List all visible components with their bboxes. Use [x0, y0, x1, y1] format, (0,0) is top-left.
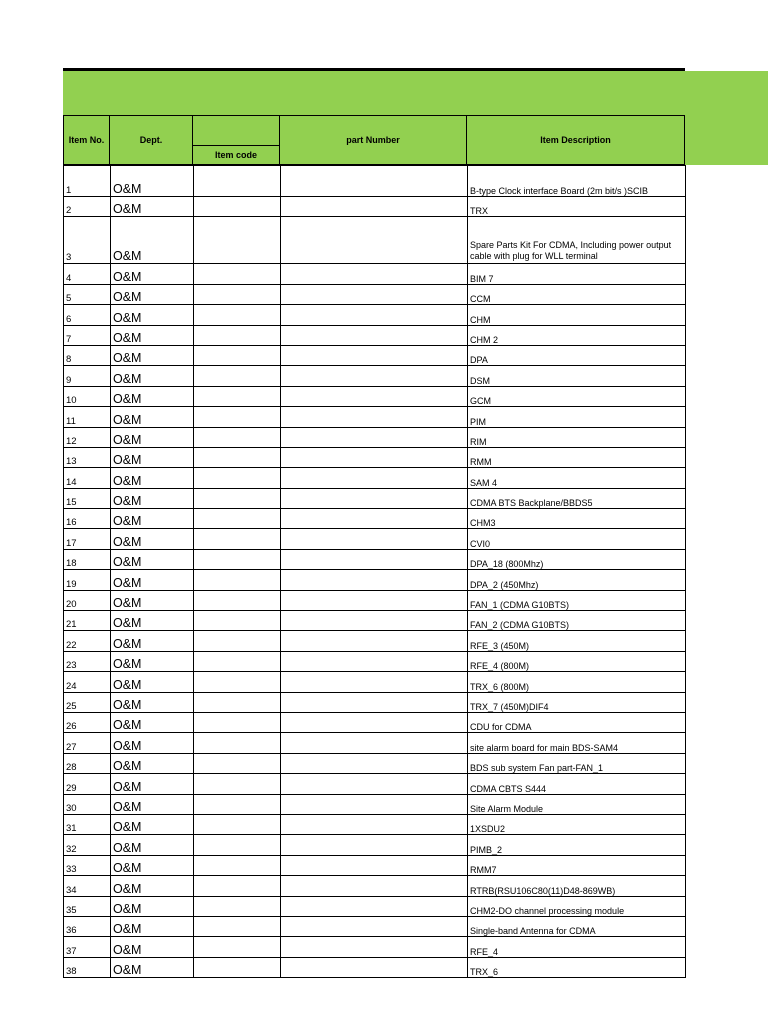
- row-part-number: [281, 876, 468, 896]
- row-item-code: [194, 529, 281, 549]
- row-item-description: Site Alarm Module: [468, 794, 686, 814]
- table-row: [64, 651, 686, 671]
- table-row: [64, 692, 686, 712]
- row-item-code: [194, 570, 281, 590]
- table-row: [64, 794, 686, 814]
- table-row: [64, 916, 686, 936]
- row-item-description: PIMB_2: [468, 835, 686, 855]
- row-dept: O&M: [111, 529, 194, 549]
- row-item-code: [194, 733, 281, 753]
- row-item-description: Single-band Antenna for CDMA: [468, 916, 686, 936]
- row-item-no: 17: [64, 529, 111, 549]
- row-item-code: [194, 692, 281, 712]
- row-item-description: CHM3: [468, 509, 686, 529]
- row-part-number: [281, 753, 468, 773]
- row-item-code: [194, 672, 281, 692]
- table-row: [64, 468, 686, 488]
- row-part-number: [281, 896, 468, 916]
- row-part-number: [281, 468, 468, 488]
- table-row: [64, 631, 686, 651]
- row-dept: O&M: [111, 957, 194, 977]
- table-row: [64, 814, 686, 834]
- row-item-no: 22: [64, 631, 111, 651]
- row-item-no: 3: [64, 217, 111, 264]
- row-item-code: [194, 814, 281, 834]
- row-dept: O&M: [111, 774, 194, 794]
- row-part-number: [281, 672, 468, 692]
- row-item-description: PIM: [468, 407, 686, 427]
- row-item-description: DSM: [468, 366, 686, 386]
- row-item-description: DPA_2 (450Mhz): [468, 570, 686, 590]
- row-item-no: 19: [64, 570, 111, 590]
- row-item-no: 30: [64, 794, 111, 814]
- row-part-number: [281, 631, 468, 651]
- row-part-number: [281, 651, 468, 671]
- row-item-code: [194, 753, 281, 773]
- row-item-description: RFE_4 (800M): [468, 651, 686, 671]
- row-item-code: [194, 937, 281, 957]
- row-part-number: [281, 447, 468, 467]
- row-item-description: SAM 4: [468, 468, 686, 488]
- row-part-number: [281, 937, 468, 957]
- row-item-code: [194, 774, 281, 794]
- table-row: [64, 197, 686, 217]
- table-row: [64, 835, 686, 855]
- row-item-no: 32: [64, 835, 111, 855]
- row-dept: O&M: [111, 427, 194, 447]
- row-dept: O&M: [111, 692, 194, 712]
- row-item-code: [194, 468, 281, 488]
- header-item-description: Item Description: [466, 115, 685, 165]
- row-item-code: [194, 855, 281, 875]
- row-item-code: [194, 284, 281, 304]
- row-dept: O&M: [111, 651, 194, 671]
- row-item-description: CDU for CDMA: [468, 712, 686, 732]
- table-row: [64, 284, 686, 304]
- row-item-no: 27: [64, 733, 111, 753]
- table-row: [64, 447, 686, 467]
- row-item-no: 12: [64, 427, 111, 447]
- row-part-number: [281, 345, 468, 365]
- row-part-number: [281, 774, 468, 794]
- table-row: [64, 386, 686, 406]
- row-item-description: CHM2-DO channel processing module: [468, 896, 686, 916]
- row-item-code: [194, 549, 281, 569]
- row-item-code: [194, 794, 281, 814]
- table-row: [64, 957, 686, 977]
- row-item-no: 35: [64, 896, 111, 916]
- row-part-number: [281, 712, 468, 732]
- row-item-description: CDMA BTS Backplane/BBDS5: [468, 488, 686, 508]
- row-dept: O&M: [111, 264, 194, 284]
- row-item-code: [194, 509, 281, 529]
- row-dept: O&M: [111, 876, 194, 896]
- row-item-no: 7: [64, 325, 111, 345]
- row-dept: O&M: [111, 855, 194, 875]
- row-item-no: 10: [64, 386, 111, 406]
- row-item-code: [194, 488, 281, 508]
- row-part-number: [281, 284, 468, 304]
- row-item-no: 28: [64, 753, 111, 773]
- row-item-code: [194, 631, 281, 651]
- row-dept: O&M: [111, 753, 194, 773]
- table-row: [64, 407, 686, 427]
- table-row: [64, 896, 686, 916]
- row-dept: O&M: [111, 916, 194, 936]
- table-row: [64, 549, 686, 569]
- table-row: [64, 305, 686, 325]
- row-dept: O&M: [111, 570, 194, 590]
- row-dept: O&M: [111, 794, 194, 814]
- header-part-number: part Number: [279, 115, 467, 165]
- row-dept: O&M: [111, 217, 194, 264]
- row-part-number: [281, 957, 468, 977]
- row-dept: O&M: [111, 284, 194, 304]
- row-part-number: [281, 488, 468, 508]
- row-item-description: TRX_7 (450M)DIF4: [468, 692, 686, 712]
- row-item-code: [194, 876, 281, 896]
- table-row: [64, 733, 686, 753]
- row-item-description: RIM: [468, 427, 686, 447]
- row-item-description: TRX_6 (800M): [468, 672, 686, 692]
- row-part-number: [281, 407, 468, 427]
- row-item-no: 31: [64, 814, 111, 834]
- row-item-no: 20: [64, 590, 111, 610]
- row-item-code: [194, 712, 281, 732]
- row-item-code: [194, 345, 281, 365]
- row-part-number: [281, 916, 468, 936]
- table-row: [64, 855, 686, 875]
- row-part-number: [281, 835, 468, 855]
- row-dept: O&M: [111, 386, 194, 406]
- row-dept: O&M: [111, 712, 194, 732]
- table-row: [64, 509, 686, 529]
- row-part-number: [281, 814, 468, 834]
- table-row: [64, 264, 686, 284]
- row-item-no: 14: [64, 468, 111, 488]
- row-part-number: [281, 217, 468, 264]
- row-item-no: 15: [64, 488, 111, 508]
- row-dept: O&M: [111, 488, 194, 508]
- row-item-description: TRX_6: [468, 957, 686, 977]
- row-part-number: [281, 590, 468, 610]
- table-row: [64, 488, 686, 508]
- row-part-number: [281, 325, 468, 345]
- row-item-no: 29: [64, 774, 111, 794]
- row-item-description: BDS sub system Fan part-FAN_1: [468, 753, 686, 773]
- row-item-code: [194, 366, 281, 386]
- table-row: [64, 937, 686, 957]
- row-item-code: [194, 896, 281, 916]
- row-item-description: CVI0: [468, 529, 686, 549]
- row-item-description: RMM: [468, 447, 686, 467]
- row-part-number: [281, 366, 468, 386]
- row-item-no: 4: [64, 264, 111, 284]
- table-row: [64, 590, 686, 610]
- row-dept: O&M: [111, 468, 194, 488]
- row-dept: O&M: [111, 345, 194, 365]
- row-item-code: [194, 651, 281, 671]
- row-dept: O&M: [111, 611, 194, 631]
- row-item-description: Spare Parts Kit For CDMA, Including power output cable with plug for WLL terminal: [468, 217, 686, 264]
- row-part-number: [281, 305, 468, 325]
- row-dept: O&M: [111, 325, 194, 345]
- items-table: [63, 165, 686, 978]
- header-dept: Dept.: [109, 115, 193, 165]
- table-row: [64, 345, 686, 365]
- row-item-code: [194, 166, 281, 197]
- row-item-no: 36: [64, 916, 111, 936]
- row-dept: O&M: [111, 733, 194, 753]
- row-part-number: [281, 611, 468, 631]
- row-dept: O&M: [111, 672, 194, 692]
- row-part-number: [281, 197, 468, 217]
- row-dept: O&M: [111, 937, 194, 957]
- row-part-number: [281, 386, 468, 406]
- row-part-number: [281, 166, 468, 197]
- row-dept: O&M: [111, 366, 194, 386]
- table-row: [64, 774, 686, 794]
- row-item-no: 21: [64, 611, 111, 631]
- table-row: [64, 529, 686, 549]
- row-item-description: TRX: [468, 197, 686, 217]
- row-item-description: DPA: [468, 345, 686, 365]
- table-row: [64, 876, 686, 896]
- row-item-description: CCM: [468, 284, 686, 304]
- row-part-number: [281, 549, 468, 569]
- row-item-no: 8: [64, 345, 111, 365]
- row-item-no: 11: [64, 407, 111, 427]
- table-row: [64, 570, 686, 590]
- row-item-code: [194, 305, 281, 325]
- header-item-code-top: [192, 115, 280, 146]
- table-row: [64, 611, 686, 631]
- row-dept: O&M: [111, 407, 194, 427]
- table-row: [64, 166, 686, 197]
- row-part-number: [281, 264, 468, 284]
- row-item-description: GCM: [468, 386, 686, 406]
- row-item-code: [194, 590, 281, 610]
- row-dept: O&M: [111, 447, 194, 467]
- row-item-description: BIM 7: [468, 264, 686, 284]
- table-row: [64, 427, 686, 447]
- row-item-no: 26: [64, 712, 111, 732]
- row-item-description: RFE_4: [468, 937, 686, 957]
- title-band-extension: [685, 115, 768, 165]
- row-part-number: [281, 509, 468, 529]
- row-dept: O&M: [111, 305, 194, 325]
- table-row: [64, 672, 686, 692]
- row-part-number: [281, 794, 468, 814]
- table-row: [64, 753, 686, 773]
- row-part-number: [281, 427, 468, 447]
- row-item-description: 1XSDU2: [468, 814, 686, 834]
- table-header: [63, 115, 685, 165]
- title-band: [63, 71, 768, 115]
- row-item-description: CDMA CBTS S444: [468, 774, 686, 794]
- row-part-number: [281, 733, 468, 753]
- row-dept: O&M: [111, 814, 194, 834]
- row-item-code: [194, 325, 281, 345]
- row-item-code: [194, 407, 281, 427]
- row-dept: O&M: [111, 835, 194, 855]
- row-item-description: B-type Clock interface Board (2m bit/s )SCIB: [468, 166, 686, 197]
- table-row: [64, 217, 686, 264]
- row-dept: O&M: [111, 631, 194, 651]
- row-item-code: [194, 916, 281, 936]
- row-item-no: 24: [64, 672, 111, 692]
- row-item-no: 23: [64, 651, 111, 671]
- items-table-body: [64, 166, 686, 978]
- row-item-description: RMM7: [468, 855, 686, 875]
- row-item-no: 5: [64, 284, 111, 304]
- row-item-code: [194, 835, 281, 855]
- row-item-no: 9: [64, 366, 111, 386]
- row-dept: O&M: [111, 509, 194, 529]
- table-row: [64, 712, 686, 732]
- row-item-no: 37: [64, 937, 111, 957]
- row-item-no: 25: [64, 692, 111, 712]
- row-item-code: [194, 427, 281, 447]
- row-item-no: 33: [64, 855, 111, 875]
- row-item-no: 13: [64, 447, 111, 467]
- row-item-description: CHM 2: [468, 325, 686, 345]
- row-item-no: 6: [64, 305, 111, 325]
- row-part-number: [281, 692, 468, 712]
- row-item-no: 18: [64, 549, 111, 569]
- header-item-code: Item code: [192, 145, 280, 165]
- row-item-description: site alarm board for main BDS-SAM4: [468, 733, 686, 753]
- row-dept: O&M: [111, 549, 194, 569]
- row-item-no: 16: [64, 509, 111, 529]
- row-part-number: [281, 529, 468, 549]
- row-item-no: 1: [64, 166, 111, 197]
- table-row: [64, 325, 686, 345]
- row-dept: O&M: [111, 166, 194, 197]
- row-item-code: [194, 957, 281, 977]
- row-item-description: RFE_3 (450M): [468, 631, 686, 651]
- row-item-code: [194, 217, 281, 264]
- row-item-code: [194, 197, 281, 217]
- header-item-no: Item No.: [63, 115, 110, 165]
- row-dept: O&M: [111, 590, 194, 610]
- row-item-code: [194, 447, 281, 467]
- row-dept: O&M: [111, 197, 194, 217]
- row-item-description: CHM: [468, 305, 686, 325]
- row-item-description: DPA_18 (800Mhz): [468, 549, 686, 569]
- row-item-code: [194, 611, 281, 631]
- row-item-no: 2: [64, 197, 111, 217]
- row-item-code: [194, 264, 281, 284]
- row-part-number: [281, 570, 468, 590]
- row-item-description: FAN_1 (CDMA G10BTS): [468, 590, 686, 610]
- row-part-number: [281, 855, 468, 875]
- table-row: [64, 366, 686, 386]
- row-item-description: FAN_2 (CDMA G10BTS): [468, 611, 686, 631]
- row-item-code: [194, 386, 281, 406]
- row-item-description: RTRB(RSU106C80(11)D48-869WB): [468, 876, 686, 896]
- row-dept: O&M: [111, 896, 194, 916]
- row-item-no: 34: [64, 876, 111, 896]
- row-item-no: 38: [64, 957, 111, 977]
